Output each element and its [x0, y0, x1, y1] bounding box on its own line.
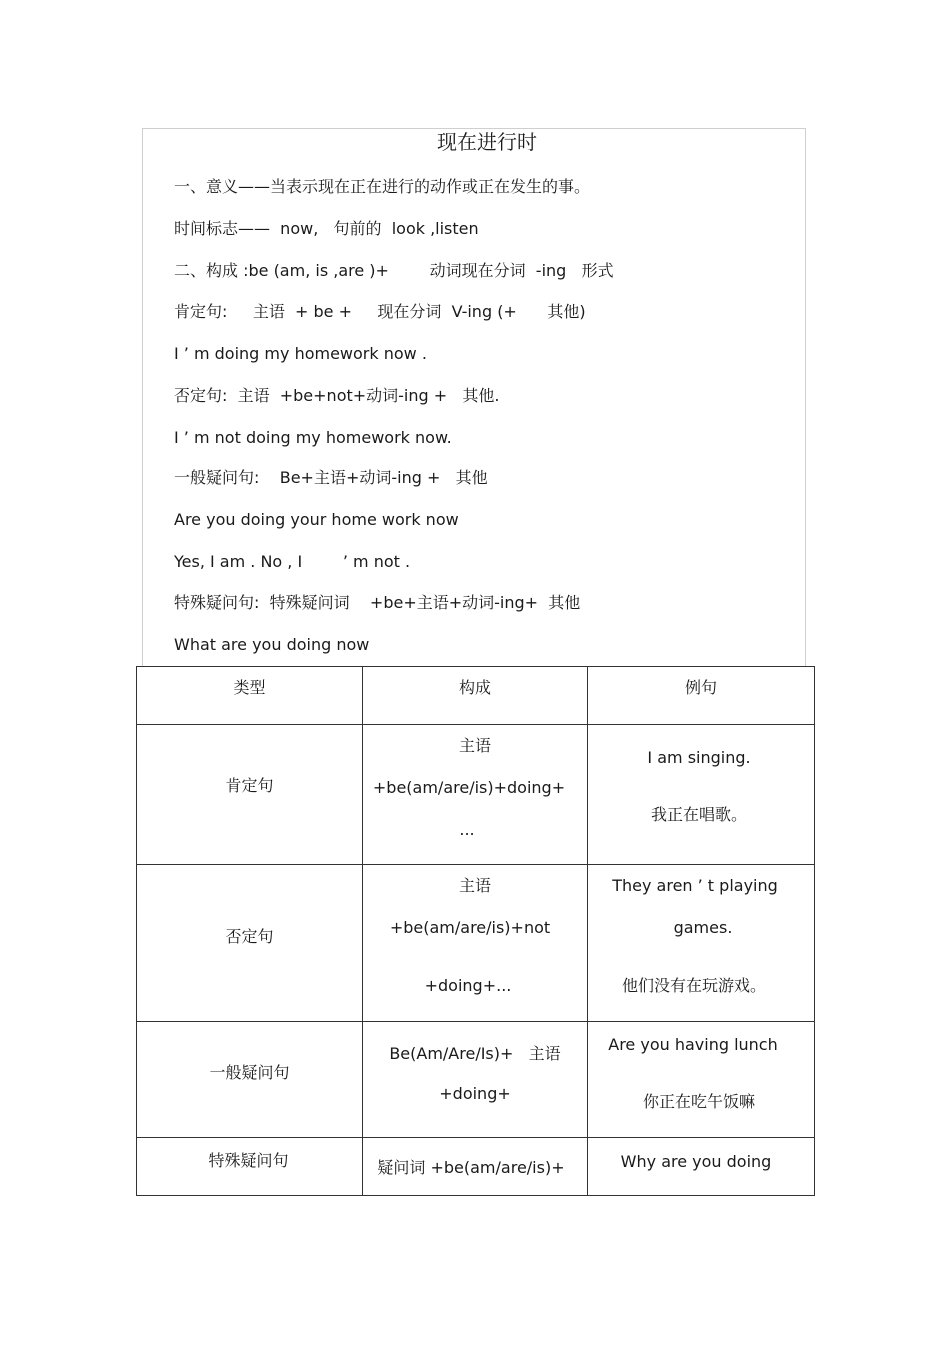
table-header-structure: 构成	[363, 667, 588, 725]
affirmative-rule: 肯定句: 主语 + be + 现在分词 V-ing (+ 其他)	[174, 302, 586, 321]
row-structure: 主语 +be(am/are/is)+doing+ ...	[363, 725, 588, 865]
row-example: Are you having lunch 你正在吃午饭嘛	[588, 1022, 815, 1138]
row-example: I am singing. 我正在唱歌。	[588, 725, 815, 865]
row-structure: 主语 +be(am/are/is)+not +doing+...	[363, 865, 588, 1022]
meaning-line: 一、意义——当表示现在正在进行的动作或正在发生的事。	[174, 177, 591, 196]
table-header-row	[137, 667, 815, 725]
general-question-example: Are you doing your home work now	[174, 510, 459, 529]
table-row	[137, 1138, 815, 1196]
summary-table	[136, 666, 815, 1196]
row-example: Why are you doing	[588, 1138, 815, 1196]
structure-line: 二、构成 :be (am, is ,are )+ 动词现在分词 -ing 形式	[174, 261, 614, 280]
table-row	[137, 725, 815, 865]
row-type: 特殊疑问句	[137, 1138, 363, 1196]
table-header-example: 例句	[588, 667, 815, 725]
general-question-answer: Yes, I am . No , I ’ m not .	[174, 552, 411, 571]
row-type: 肯定句	[137, 725, 363, 865]
row-type: 一般疑问句	[137, 1022, 363, 1138]
row-type: 否定句	[137, 865, 363, 1022]
negative-rule: 否定句: 主语 +be+not+动词-ing + 其他.	[174, 386, 500, 405]
page-title: 现在进行时	[437, 130, 537, 154]
negative-example: I ’ m not doing my homework now.	[174, 428, 452, 447]
table-header-type: 类型	[137, 667, 363, 725]
general-question-rule: 一般疑问句: Be+主语+动词-ing + 其他	[174, 468, 488, 487]
special-question-example: What are you doing now	[174, 635, 370, 654]
row-structure: 疑问词 +be(am/are/is)+	[363, 1138, 588, 1196]
special-question-rule: 特殊疑问句: 特殊疑问词 +be+主语+动词-ing+ 其他	[174, 593, 581, 612]
affirmative-example: I ’ m doing my homework now .	[174, 344, 427, 363]
time-marker-line: 时间标志—— now, 句前的 look ,listen	[174, 219, 479, 238]
row-structure: Be(Am/Are/Is)+ 主语 +doing+	[363, 1022, 588, 1138]
table-row	[137, 865, 815, 1022]
row-example: They aren ’ t playing games. 他们没有在玩游戏。	[588, 865, 815, 1022]
table-row	[137, 1022, 815, 1138]
